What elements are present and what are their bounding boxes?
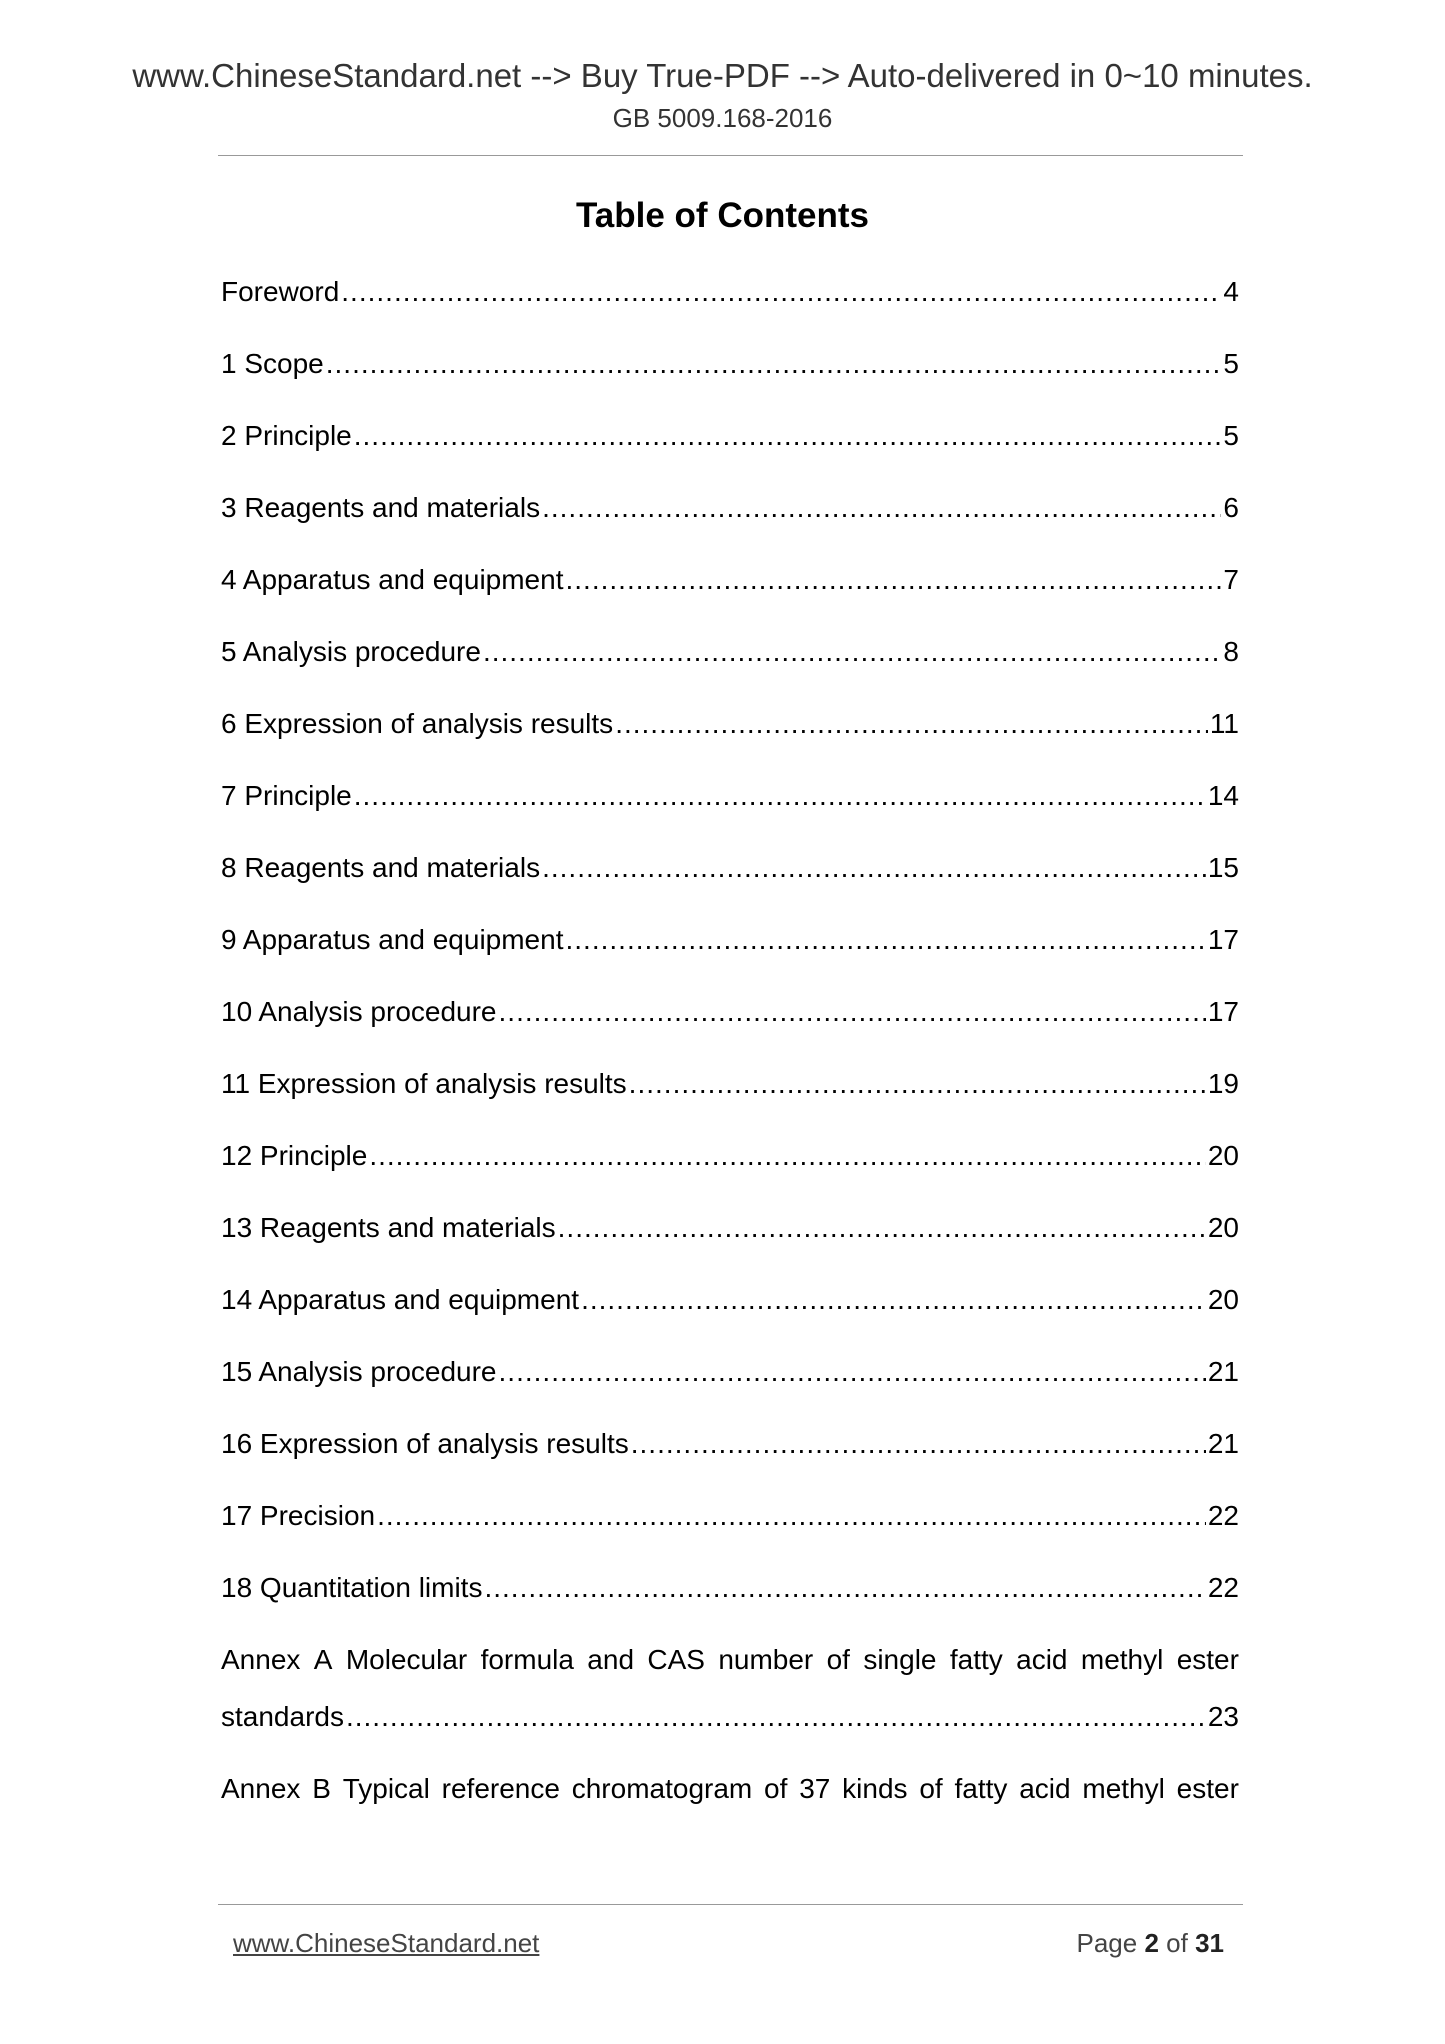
toc-entry-label: 4 Apparatus and equipment	[221, 564, 564, 595]
page-title: Table of Contents	[576, 196, 869, 235]
toc-entry-label: 10 Analysis procedure	[221, 996, 497, 1027]
toc-entry-page: 22	[1207, 1572, 1239, 1603]
toc-entry-page: 22	[1207, 1500, 1239, 1531]
toc-entry[interactable]	[221, 1280, 1239, 1320]
annex-b-word: 37	[799, 1773, 831, 1804]
dot-leader	[542, 848, 1206, 888]
annex-a-word: Annex	[221, 1644, 301, 1675]
toc-entry-page: 20	[1207, 1140, 1239, 1171]
toc-entry[interactable]	[221, 1064, 1239, 1104]
toc-entry-label: Foreword	[221, 276, 340, 307]
toc-entry-label: 13 Reagents and materials	[221, 1212, 556, 1243]
toc-entry[interactable]	[221, 848, 1239, 888]
annex-a-word: CAS	[647, 1644, 705, 1675]
annex-a-word: and	[587, 1644, 635, 1675]
annex-b-word: chromatogram	[571, 1773, 753, 1804]
toc-entry-page: 14	[1207, 780, 1239, 811]
annex-a-word: ester	[1176, 1644, 1239, 1675]
toc-entry-page: 21	[1207, 1356, 1239, 1387]
footer-website-link[interactable]: www.ChineseStandard.net	[233, 1928, 540, 1958]
toc-entry-label: 7 Principle	[221, 780, 352, 811]
toc-entry[interactable]	[221, 632, 1239, 672]
annex-a-word: number	[718, 1644, 814, 1675]
annex-a-word: methyl	[1080, 1644, 1164, 1675]
annex-b-word: ester	[1176, 1773, 1239, 1804]
toc-entry[interactable]	[221, 416, 1239, 456]
toc-entry-label: 17 Precision	[221, 1500, 376, 1531]
dot-leader	[558, 1208, 1206, 1248]
annex-b-word: Annex	[221, 1773, 301, 1804]
standard-code: GB 5009.168-2016	[612, 103, 833, 133]
header-banner: www.ChineseStandard.net --> Buy True-PDF --> Auto-delivered in 0~10 minutes.	[132, 57, 1313, 94]
toc-entry-annex-b[interactable]	[221, 1769, 1239, 1809]
toc-entry-label: 15 Analysis procedure	[221, 1356, 497, 1387]
annex-a-word: acid	[1016, 1644, 1068, 1675]
dot-leader	[565, 560, 1221, 600]
annex-a-title-line	[221, 1640, 1239, 1680]
annex-a-word: single	[863, 1644, 937, 1675]
toc-entry[interactable]	[221, 560, 1239, 600]
toc-entry[interactable]	[221, 344, 1239, 384]
page-of: of	[1166, 1928, 1188, 1958]
toc-entry[interactable]	[221, 1568, 1239, 1608]
toc-entry-page: 21	[1207, 1428, 1239, 1459]
toc-entry[interactable]	[221, 272, 1239, 312]
toc-entry-page: 17	[1207, 996, 1239, 1027]
dot-leader	[581, 1280, 1206, 1320]
toc-entry-label: 12 Principle	[221, 1140, 368, 1171]
annex-b-word: methyl	[1082, 1773, 1165, 1804]
toc-entry-label: 2 Principle	[221, 420, 352, 451]
dot-leader	[483, 632, 1221, 672]
page-prefix: Page	[1076, 1928, 1138, 1958]
toc-entry-page: 6	[1223, 492, 1239, 523]
toc-entry-label: 5 Analysis procedure	[221, 636, 481, 667]
annex-b-word: B	[312, 1773, 331, 1804]
dot-leader	[565, 920, 1205, 960]
annex-a-label-end: standards	[221, 1701, 344, 1732]
toc-entry[interactable]	[221, 776, 1239, 816]
page-indicator	[1076, 1925, 1224, 1961]
toc-entry-page: 11	[1209, 708, 1239, 739]
toc-entry[interactable]	[221, 488, 1239, 528]
toc-entry[interactable]	[221, 1352, 1239, 1392]
dot-leader	[369, 1136, 1206, 1176]
annex-a-word: fatty	[949, 1644, 1003, 1675]
page-total: 31	[1195, 1928, 1224, 1958]
dot-leader	[341, 272, 1221, 312]
toc-entry[interactable]	[221, 992, 1239, 1032]
annex-b-title-line	[221, 1769, 1239, 1809]
annex-a-word: of	[826, 1644, 850, 1675]
toc-entry-page: 15	[1207, 852, 1239, 883]
dot-leader	[354, 776, 1206, 816]
toc-entry-label: 9 Apparatus and equipment	[221, 924, 564, 955]
toc-entry-page: 17	[1207, 924, 1239, 955]
toc-entry-page: 20	[1207, 1284, 1239, 1315]
dot-leader	[326, 344, 1222, 384]
header-divider	[218, 155, 1243, 156]
toc-entry-page: 19	[1207, 1068, 1239, 1099]
toc-entry-label: 14 Apparatus and equipment	[221, 1284, 580, 1315]
toc-entry[interactable]	[221, 1496, 1239, 1536]
annex-b-word: of	[764, 1773, 788, 1804]
dot-leader	[631, 1424, 1206, 1464]
dot-leader	[499, 1352, 1206, 1392]
annex-a-word: Molecular	[345, 1644, 468, 1675]
toc-entry-label: 8 Reagents and materials	[221, 852, 541, 883]
annex-a-continuation-line	[221, 1697, 1239, 1737]
annex-b-word: acid	[1019, 1773, 1071, 1804]
annex-b-word: kinds	[842, 1773, 908, 1804]
toc-entry-label: 11 Expression of analysis results	[221, 1068, 627, 1099]
toc-entry-page: 20	[1207, 1212, 1239, 1243]
dot-leader	[615, 704, 1208, 744]
toc-entry[interactable]	[221, 1136, 1239, 1176]
toc-entry-label: 3 Reagents and materials	[221, 492, 541, 523]
dot-leader	[354, 416, 1222, 456]
toc-entry-page: 4	[1223, 276, 1239, 307]
toc-entry-page: 8	[1223, 636, 1239, 667]
toc-entry-label: 16 Expression of analysis results	[221, 1428, 629, 1459]
annex-b-word: of	[919, 1773, 943, 1804]
toc-entry[interactable]	[221, 920, 1239, 960]
page-current: 2	[1144, 1928, 1159, 1958]
toc-entry[interactable]	[221, 1208, 1239, 1248]
toc-entry-page: 5	[1223, 420, 1239, 451]
annex-b-word: Typical	[342, 1773, 430, 1804]
annex-b-word: reference	[441, 1773, 560, 1804]
dot-leader	[377, 1496, 1206, 1536]
toc-entry[interactable]	[221, 1424, 1239, 1464]
annex-a-page: 23	[1207, 1701, 1239, 1732]
table-of-contents	[221, 272, 1239, 1841]
toc-entry-annex-a[interactable]	[221, 1640, 1239, 1737]
dot-leader	[346, 1697, 1206, 1737]
toc-entry-page: 7	[1223, 564, 1239, 595]
annex-a-word: A	[313, 1644, 333, 1675]
toc-entry-label: 1 Scope	[221, 348, 324, 379]
toc-entry-page: 5	[1223, 348, 1239, 379]
dot-leader	[542, 488, 1221, 528]
toc-entry-label: 6 Expression of analysis results	[221, 708, 614, 739]
page-header	[0, 54, 1445, 136]
toc-entry[interactable]	[221, 704, 1239, 744]
toc-entry-label: 18 Quantitation limits	[221, 1572, 483, 1603]
annex-a-word: formula	[480, 1644, 574, 1675]
dot-leader	[484, 1568, 1205, 1608]
footer-divider	[218, 1904, 1243, 1905]
dot-leader	[499, 992, 1206, 1032]
dot-leader	[629, 1064, 1206, 1104]
annex-b-word: fatty	[954, 1773, 1008, 1804]
